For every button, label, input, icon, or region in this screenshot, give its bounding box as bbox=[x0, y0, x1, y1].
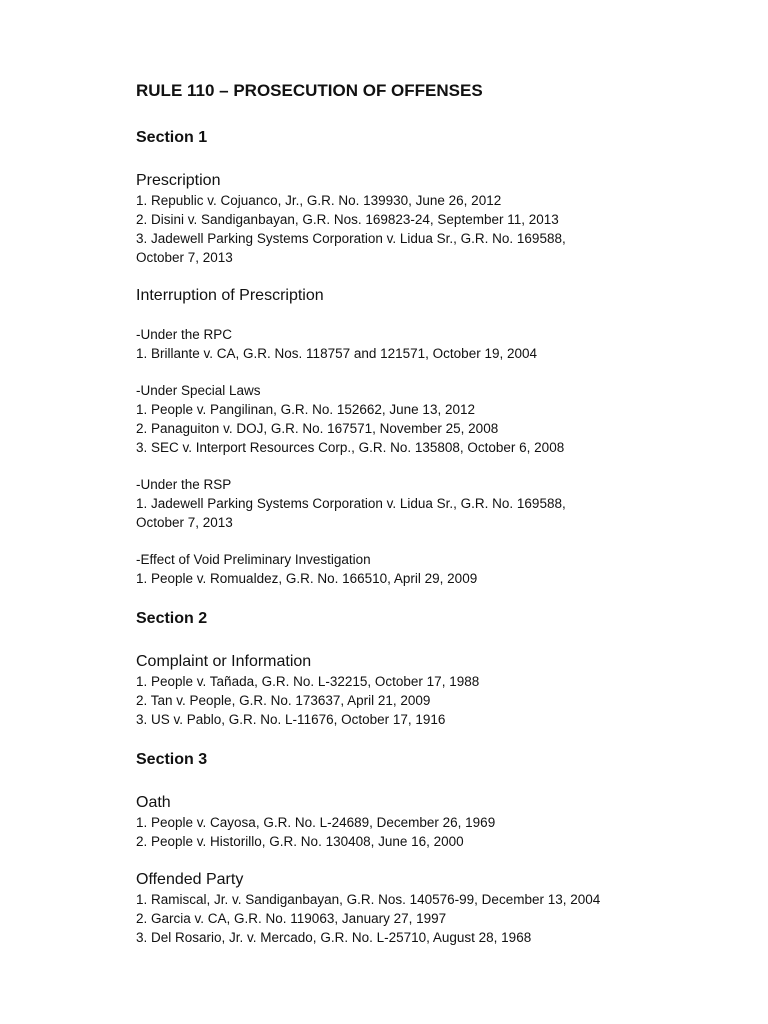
rpc-case-list bbox=[136, 344, 736, 363]
topic-offended-party: Offended Party bbox=[136, 871, 244, 888]
case-citation: October 7, 2013 bbox=[136, 515, 233, 530]
case-citation: 3. Jadewell Parking Systems Corporation v. Lidua Sr., G.R. No. 169588, bbox=[136, 231, 566, 246]
offended-party-case-list bbox=[136, 890, 736, 947]
case-citation: 2. Tan v. People, G.R. No. 173637, April 21, 2009 bbox=[136, 693, 431, 708]
prescription-case-list bbox=[136, 191, 736, 267]
topic-prescription: Prescription bbox=[136, 172, 221, 189]
case-citation: 3. SEC v. Interport Resources Corp., G.R. No. 135808, October 6, 2008 bbox=[136, 440, 565, 455]
case-citation: 1. People v. Tañada, G.R. No. L-32215, October 17, 1988 bbox=[136, 674, 480, 689]
case-citation: 1. People v. Pangilinan, G.R. No. 152662, June 13, 2012 bbox=[136, 402, 475, 417]
section-1-heading: Section 1 bbox=[136, 129, 208, 146]
complaint-case-list bbox=[136, 672, 736, 729]
oath-case-list bbox=[136, 813, 736, 851]
document-page bbox=[136, 80, 736, 947]
case-citation: October 7, 2013 bbox=[136, 250, 233, 265]
subtopic-under-rsp: -Under the RSP bbox=[136, 477, 232, 492]
case-citation: 1. Republic v. Cojuanco, Jr., G.R. No. 139930, June 26, 2012 bbox=[136, 193, 502, 208]
section-2-heading: Section 2 bbox=[136, 610, 208, 627]
section-3-heading: Section 3 bbox=[136, 751, 208, 768]
case-citation: 1. Ramiscal, Jr. v. Sandiganbayan, G.R. Nos. 140576-99, December 13, 2004 bbox=[136, 892, 601, 907]
case-citation: 2. People v. Historillo, G.R. No. 130408, June 16, 2000 bbox=[136, 834, 464, 849]
topic-oath: Oath bbox=[136, 794, 171, 811]
case-citation: 1. Jadewell Parking Systems Corporation v. Lidua Sr., G.R. No. 169588, bbox=[136, 496, 566, 511]
case-citation: 1. People v. Romualdez, G.R. No. 166510, April 29, 2009 bbox=[136, 571, 478, 586]
case-citation: 1. Brillante v. CA, G.R. Nos. 118757 and 121571, October 19, 2004 bbox=[136, 346, 537, 361]
subtopic-under-rpc: -Under the RPC bbox=[136, 327, 233, 342]
subtopic-void-preliminary-investigation: -Effect of Void Preliminary Investigation bbox=[136, 552, 371, 567]
case-citation: 2. Disini v. Sandiganbayan, G.R. Nos. 169823-24, September 11, 2013 bbox=[136, 212, 559, 227]
subtopic-under-special-laws: -Under Special Laws bbox=[136, 383, 261, 398]
document-title: RULE 110 – PROSECUTION OF OFFENSES bbox=[136, 81, 483, 100]
rsp-case-list bbox=[136, 494, 736, 532]
case-citation: 2. Garcia v. CA, G.R. No. 119063, January 27, 1997 bbox=[136, 911, 447, 926]
case-citation: 3. Del Rosario, Jr. v. Mercado, G.R. No. L-25710, August 28, 1968 bbox=[136, 930, 532, 945]
topic-complaint-or-information: Complaint or Information bbox=[136, 653, 312, 670]
special-laws-case-list bbox=[136, 400, 736, 457]
case-citation: 3. US v. Pablo, G.R. No. L-11676, October 17, 1916 bbox=[136, 712, 446, 727]
case-citation: 1. People v. Cayosa, G.R. No. L-24689, December 26, 1969 bbox=[136, 815, 496, 830]
void-pi-case-list bbox=[136, 569, 736, 588]
case-citation: 2. Panaguiton v. DOJ, G.R. No. 167571, November 25, 2008 bbox=[136, 421, 499, 436]
topic-interruption-of-prescription: Interruption of Prescription bbox=[136, 287, 324, 304]
